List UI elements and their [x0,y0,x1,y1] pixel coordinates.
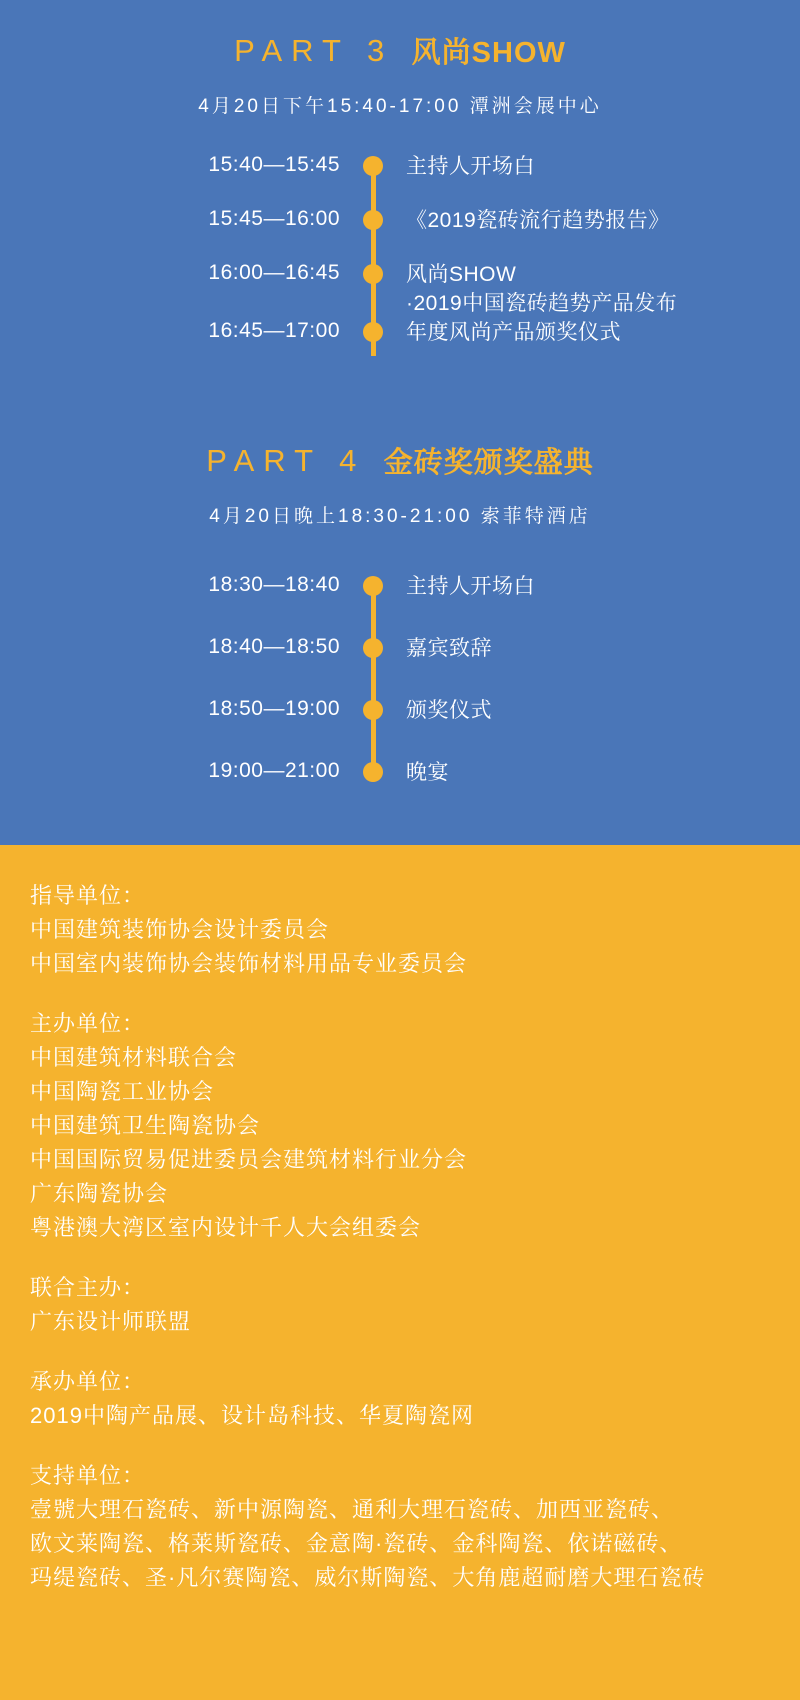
timeline-time: 19:00—21:00 [208,759,340,782]
sponsor-line: 中国建筑材料联合会 [30,1045,238,1070]
timeline-time: 18:40—18:50 [208,635,340,658]
timeline-row [0,152,800,206]
timeline-desc-main: 风尚SHOW [406,263,517,286]
sponsors-section [0,845,800,1700]
sponsor-line: 粤港澳大湾区室内设计千人大会组委会 [30,1215,422,1240]
sponsor-line: 广东设计师联盟 [30,1309,192,1334]
timeline-row [0,318,800,372]
sponsor-group [30,879,770,981]
timeline-dot-cell [340,318,406,342]
timeline-desc [406,206,800,235]
timeline-row [0,634,800,696]
timeline-desc [406,152,800,181]
timeline-3 [0,152,800,372]
part-subtitle-3: 4月20日下午15:40-17:00 潭洲会展中心 [198,96,602,117]
timeline-dot-cell [340,152,406,176]
sponsor-group-title: 主办单位： [30,1011,146,1036]
part-heading-4 [0,440,800,481]
sponsor-group-title: 指导单位： [30,883,146,908]
sponsor-group-title: 承办单位： [30,1369,146,1394]
part-subtitle-4: 4月20日晚上18:30-21:00 索菲特酒店 [209,506,591,527]
schedule-section [0,0,800,845]
timeline-dot-icon [363,576,383,596]
timeline-dot-icon [363,156,383,176]
timeline-time: 18:30—18:40 [208,573,340,596]
timeline-dot-icon [363,762,383,782]
timeline-desc-main: 主持人开场白 [406,575,535,598]
timeline-desc [406,318,800,347]
timeline-dot-cell [340,696,406,720]
part-title-4: 金砖奖颁奖盛典 [383,447,594,479]
timeline-time: 15:40—15:45 [208,153,340,176]
sponsor-line: 广东陶瓷协会 [30,1181,169,1206]
timeline-dot-cell [340,206,406,230]
timeline-row [0,696,800,758]
sponsor-line: 中国国际贸易促进委员会建筑材料行业分会 [30,1147,468,1172]
sponsor-group [30,1271,770,1339]
timeline-row [0,758,800,820]
sponsor-line: 2019中陶产品展、设计岛科技、华夏陶瓷网 [30,1403,474,1428]
sponsor-group-title: 支持单位： [30,1463,146,1488]
timeline-dot-icon [363,700,383,720]
sponsor-line: 玛缇瓷砖、圣·凡尔赛陶瓷、威尔斯陶瓷、大角鹿超耐磨大理石瓷砖 [30,1565,706,1590]
sponsor-line: 欧文莱陶瓷、格莱斯瓷砖、金意陶·瓷砖、金科陶瓷、依诺磁砖、 [30,1531,683,1556]
timeline-dot-icon [363,264,383,284]
sponsor-group-title: 联合主办： [30,1275,146,1300]
timeline-time: 16:45—17:00 [208,319,340,342]
timeline-row [0,206,800,260]
sponsor-group [30,1365,770,1433]
timeline-dot-cell [340,634,406,658]
timeline-dot-cell [340,260,406,284]
timeline-desc [406,696,800,725]
timeline-desc-secondary: ·2019中国瓷砖趋势产品发布 [406,292,678,315]
sponsor-line: 中国建筑卫生陶瓷协会 [30,1113,261,1138]
sponsor-line: 中国陶瓷工业协会 [30,1079,215,1104]
timeline-dot-cell [340,758,406,782]
timeline-time: 15:45—16:00 [208,207,340,230]
timeline-row [0,572,800,634]
part-block-3 [0,30,800,372]
timeline-desc [406,572,800,601]
timeline-desc-main: 颁奖仪式 [406,699,492,722]
part-heading-3 [0,30,800,71]
timeline-desc-main: 晚宴 [406,761,449,784]
sponsor-line: 中国建筑装饰协会设计委员会 [30,917,330,942]
timeline-dot-icon [363,638,383,658]
timeline-dot-icon [363,210,383,230]
sponsor-line: 中国室内装饰协会装饰材料用品专业委员会 [30,951,468,976]
timeline-row [0,260,800,318]
timeline-desc-main: 主持人开场白 [406,155,535,178]
timeline-desc-main: 嘉宾致辞 [406,637,492,660]
timeline-desc [406,634,800,663]
part-block-4 [0,440,800,820]
timeline-desc-main: 《2019瓷砖流行趋势报告》 [406,209,670,232]
timeline-time: 16:00—16:45 [208,261,340,284]
part-label-4: PART 4 [206,442,366,478]
timeline-dot-cell [340,572,406,596]
timeline-dot-icon [363,322,383,342]
timeline-desc [406,758,800,787]
sponsor-line: 壹號大理石瓷砖、新中源陶瓷、通利大理石瓷砖、加西亚瓷砖、 [30,1497,675,1522]
timeline-time: 18:50—19:00 [208,697,340,720]
timeline-4 [0,572,800,820]
timeline-desc [406,260,800,318]
sponsor-group [30,1007,770,1245]
part-title-3: 风尚SHOW [411,37,566,69]
timeline-desc-main: 年度风尚产品颁奖仪式 [406,321,621,344]
part-label-3: PART 3 [234,32,394,68]
sponsor-group [30,1459,770,1595]
